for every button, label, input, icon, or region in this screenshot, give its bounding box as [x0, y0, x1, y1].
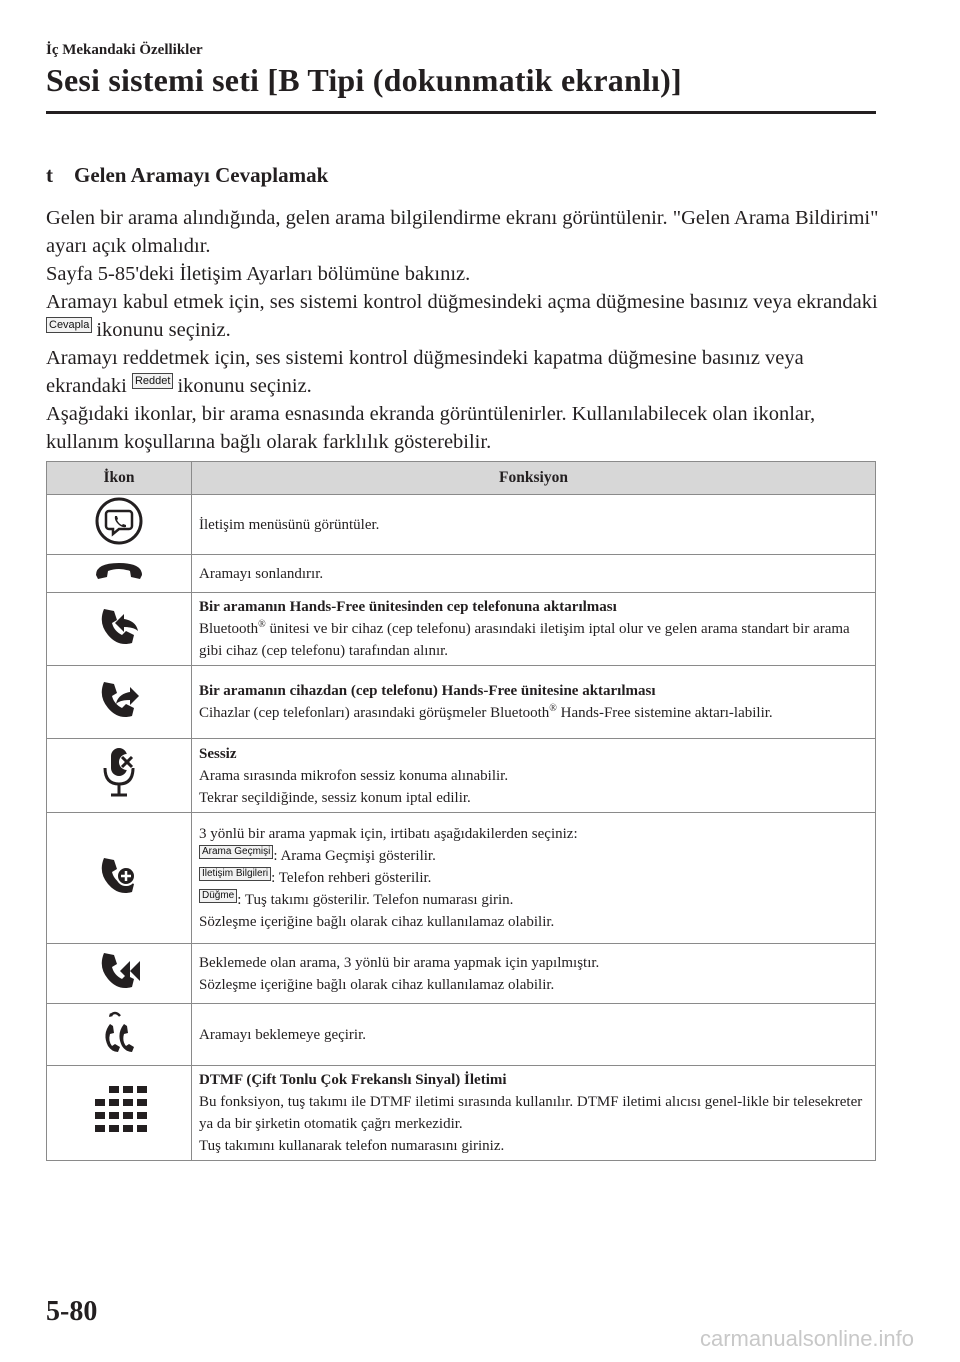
table-row — [47, 739, 876, 813]
add-call-icon — [94, 850, 144, 900]
reject-button: Reddet — [132, 373, 173, 389]
table-cell-function — [192, 813, 876, 944]
phone-menu-icon — [94, 496, 144, 546]
transfer-to-phone-icon — [94, 601, 144, 651]
table-header-function: Fonksiyon — [192, 462, 876, 495]
row-text: Bluetooth — [199, 621, 259, 637]
table-header-icon: İkon — [47, 462, 192, 495]
table-cell-icon — [47, 1004, 192, 1066]
table-row — [47, 944, 876, 1004]
watermark: carmanualsonline.info — [700, 1326, 915, 1351]
table-row — [47, 666, 876, 739]
row-title: Bir aramanın Hands-Free ünitesinden cep telefonuna aktarılması — [199, 599, 617, 615]
intro-text-span: ikonunu seçiniz. — [177, 375, 312, 397]
row-title: DTMF (Çift Tonlu Çok Frekanslı Sinyal) İletimi — [199, 1072, 507, 1088]
transfer-to-handsfree-icon — [94, 674, 144, 724]
registered-mark: ® — [549, 703, 557, 714]
intro-paragraph: Gelen bir arama alındığında, gelen arama bilgilendirme ekranı görüntülenir. "Gelen Arama Bildirimi" ayarı açık olmalıdır. — [46, 207, 879, 257]
page-title: Sesi sistemi seti [B Tipi (dokunmatik ekranlı)] — [46, 62, 682, 98]
row-description: Arama sırasında mikrofon sessiz konuma alınabilir. — [199, 767, 509, 784]
table-cell-icon — [47, 1066, 192, 1161]
intro-text-span: Aramayı reddetmek için, ses sistemi kontrol düğmesindeki kapatma düğmesine basınız veya ekrandaki — [46, 347, 804, 397]
table-cell-icon — [47, 666, 192, 739]
sub-heading-text: Gelen Aramayı Cevaplamak — [74, 163, 329, 187]
bullet-icon: t — [46, 163, 53, 187]
table-cell-function: İletişim menüsünü görüntüler. — [192, 495, 876, 555]
registered-mark: ® — [258, 619, 266, 630]
table-cell-icon — [47, 593, 192, 666]
row-description — [199, 618, 869, 662]
section-label: İç Mekandaki Özellikler — [46, 42, 203, 58]
merge-call-icon — [94, 945, 144, 995]
answer-button: Cevapla — [46, 317, 92, 333]
row-title: Bir aramanın cihazdan (cep telefonu) Hands-Free ünitesine aktarılması — [199, 683, 656, 699]
intro-paragraph — [46, 344, 886, 400]
row-option — [199, 867, 869, 889]
table-row — [47, 1004, 876, 1066]
row-description: Tuş takımını kullanarak telefon numarasını giriniz. — [199, 1138, 505, 1154]
sub-heading — [46, 163, 328, 188]
page-number: 5-80 — [46, 1296, 98, 1327]
mute-microphone-icon — [99, 744, 139, 800]
intro-text-span: Aramayı kabul etmek için, ses sistemi kontrol düğmesindeki açma düğmesine basınız veya ekrandaki — [46, 291, 878, 313]
table-cell-function: Aramayı beklemeye geçirir. — [192, 1004, 876, 1066]
row-description: 3 yönlü bir arama yapmak için, irtibatı aşağıdakilerden seçiniz: — [199, 826, 578, 842]
keypad-button: Düğme — [199, 889, 237, 903]
row-text: : Telefon rehberi gösterilir. — [271, 870, 432, 886]
table-cell-icon — [47, 739, 192, 813]
intro-paragraph: Aşağıdaki ikonlar, bir arama esnasında ekranda görüntülenirler. Kullanılabilecek olan ikonlar, kullanım koşullarına bağlı olarak farklılık gösterebilir. — [46, 403, 816, 453]
table-cell-icon — [47, 944, 192, 1004]
hang-up-icon — [92, 559, 146, 581]
row-title: Sessiz — [199, 745, 237, 762]
table-cell-icon — [47, 495, 192, 555]
intro-text — [46, 204, 886, 456]
row-text: : Arama Geçmişi gösterilir. — [273, 848, 436, 864]
keypad-icon — [91, 1084, 147, 1136]
row-description — [199, 702, 869, 724]
table-row — [47, 495, 876, 555]
intro-paragraph: Sayfa 5-85'deki İletişim Ayarları bölümüne bakınız. — [46, 263, 471, 285]
row-description: Tekrar seçildiğinde, sessiz konum iptal edilir. — [199, 789, 471, 806]
table-cell-function — [192, 944, 876, 1004]
table-cell-function — [192, 739, 876, 813]
table-row — [47, 555, 876, 593]
row-description: Sözleşme içeriğine bağlı olarak cihaz kullanılamaz olabilir. — [199, 976, 555, 993]
intro-paragraph — [46, 288, 886, 344]
row-text: Cihazlar (cep telefonları) arasındaki görüşmeler Bluetooth — [199, 705, 550, 721]
table-row — [47, 593, 876, 666]
table-cell-icon — [47, 555, 192, 593]
contacts-button: İletişim Bilgileri — [199, 867, 271, 881]
row-text: Hands-Free sistemine aktarı-labilir. — [556, 705, 773, 721]
table-cell-function: Aramayı sonlandırır. — [192, 555, 876, 593]
hold-call-icon — [96, 1004, 142, 1058]
intro-text-span: ikonunu seçiniz. — [96, 319, 231, 341]
row-option — [199, 889, 869, 911]
table-row — [47, 1066, 876, 1161]
table-cell-function — [192, 1066, 876, 1161]
row-description: Sözleşme içeriğine bağlı olarak cihaz kullanılamaz olabilir. — [199, 914, 555, 930]
call-history-button: Arama Geçmişi — [199, 845, 273, 859]
table-cell-icon — [47, 813, 192, 944]
row-description: Beklemede olan arama, 3 yönlü bir arama yapmak için yapılmıştır. — [199, 954, 600, 971]
icon-function-table — [46, 461, 876, 1161]
table-header-row — [47, 462, 876, 495]
row-option — [199, 845, 869, 867]
table-cell-function — [192, 593, 876, 666]
row-description: Bu fonksiyon, tuş takımı ile DTMF iletimi sırasında kullanılır. DTMF iletimi alıcısı genel-likle bir telesekreter ya da bir şirketin otomatik çağrı merkezidir. — [199, 1094, 863, 1132]
row-text: ünitesi ve bir cihaz (cep telefonu) arasındaki iletişim iptal olur ve gelen arama standart bir arama gibi cihaz (cep telefonu) tarafından alınır. — [199, 621, 850, 659]
table-row — [47, 813, 876, 944]
table-cell-function — [192, 666, 876, 739]
row-text: : Tuş takımı gösterilir. Telefon numarası girin. — [237, 892, 514, 908]
title-divider — [46, 111, 876, 114]
